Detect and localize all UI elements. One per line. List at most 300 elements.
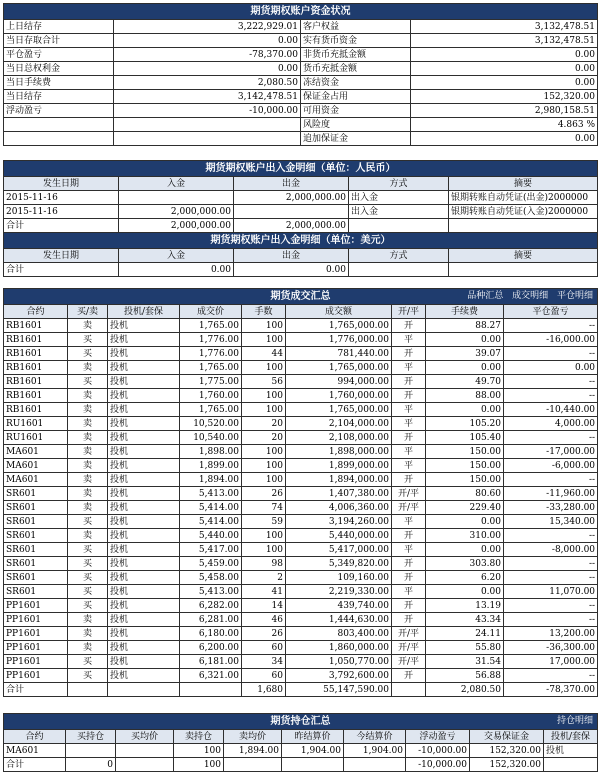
table-cell: 2,000,000.00 [234, 191, 349, 205]
table-cell: 15,340.00 [504, 515, 598, 529]
table-cell: 152,320.00 [470, 744, 544, 758]
column-header: 成交价 [180, 305, 242, 319]
table-row [4, 744, 598, 758]
table-cell: 买 [68, 599, 108, 613]
table-row [4, 627, 598, 641]
total-cell: 152,320.00 [470, 758, 544, 772]
table-cell: 买 [68, 347, 108, 361]
table-cell [349, 219, 449, 233]
table-cell: 平 [392, 417, 426, 431]
column-header: 摘要 [449, 249, 598, 263]
table-cell: 88.27 [426, 319, 504, 333]
table-cell: 60 [242, 641, 286, 655]
table-cell: -- [504, 571, 598, 585]
account-summary-title: 期货期权账户资金状况 [4, 4, 598, 20]
table-cell: 5,458.00 [180, 571, 242, 585]
table-cell: 1,894.00 [180, 473, 242, 487]
table-cell [66, 744, 116, 758]
table-cell: 投机 [108, 473, 180, 487]
table-cell: 买 [68, 375, 108, 389]
table-cell: 2015-11-16 [4, 205, 119, 219]
table-cell: -- [504, 557, 598, 571]
column-header: 今结算价 [344, 730, 406, 744]
table-row [4, 333, 598, 347]
table-row [4, 361, 598, 375]
column-header: 投机/套保 [108, 305, 180, 319]
table-cell: 150.00 [426, 459, 504, 473]
column-header: 卖持仓 [174, 730, 224, 744]
table-row [4, 557, 598, 571]
table-cell: 10,520.00 [180, 417, 242, 431]
table-row [4, 599, 598, 613]
table-cell: 开 [392, 347, 426, 361]
table-cell: PP1601 [4, 599, 68, 613]
table-cell: 74 [242, 501, 286, 515]
table-cell: 5,440,000.00 [286, 529, 392, 543]
table-cell: 6,200.00 [180, 641, 242, 655]
table-cell: 1,898.00 [180, 445, 242, 459]
account-label: 上日结存 [4, 20, 114, 34]
table-cell: 55.80 [426, 641, 504, 655]
trades-total-row [4, 683, 598, 697]
table-cell: RB1601 [4, 333, 68, 347]
table-cell: 买 [68, 571, 108, 585]
account-value: 152,320.00 [411, 90, 598, 104]
positions-header-row [4, 730, 598, 744]
table-cell: 1,407,380.00 [286, 487, 392, 501]
table-row [4, 263, 598, 277]
table-cell: 105.20 [426, 417, 504, 431]
total-cell [116, 758, 174, 772]
column-header: 买/卖 [68, 305, 108, 319]
table-cell: 买 [68, 669, 108, 683]
table-cell: 平 [392, 445, 426, 459]
total-cell [224, 758, 282, 772]
account-value: 0.00 [411, 62, 598, 76]
account-label: 浮动盈亏 [4, 104, 114, 118]
table-cell: 开 [392, 557, 426, 571]
table-cell: 开 [392, 473, 426, 487]
table-cell: 开 [392, 375, 426, 389]
table-cell: 24.11 [426, 627, 504, 641]
table-cell [234, 205, 349, 219]
table-cell: 1,760,000.00 [286, 389, 392, 403]
table-cell: 1,760.00 [180, 389, 242, 403]
table-cell [349, 263, 449, 277]
account-row [4, 90, 598, 104]
table-cell: -33,280.00 [504, 501, 598, 515]
table-cell: 买 [68, 655, 108, 669]
table-cell: 59 [242, 515, 286, 529]
table-cell: 投机 [108, 403, 180, 417]
trades-links [461, 289, 593, 303]
table-cell: 10,540.00 [180, 431, 242, 445]
table-cell: 5,413.00 [180, 487, 242, 501]
table-cell: 卖 [68, 459, 108, 473]
table-cell: 投机 [108, 347, 180, 361]
table-cell: 2,219,330.00 [286, 585, 392, 599]
account-label: 冻结资金 [301, 76, 411, 90]
total-cell: -78,370.00 [504, 683, 598, 697]
table-cell: 开 [392, 599, 426, 613]
table-cell: 投机 [108, 375, 180, 389]
table-cell: 银期转账自动凭证(出金)2000000 [449, 191, 598, 205]
column-header: 合约 [4, 305, 68, 319]
table-cell: 平 [392, 543, 426, 557]
table-cell: PP1601 [4, 627, 68, 641]
table-cell: 1,904.00 [344, 744, 406, 758]
column-header: 方式 [349, 177, 449, 191]
table-cell: 2,108,000.00 [286, 431, 392, 445]
table-cell: 5,417,000.00 [286, 543, 392, 557]
account-row [4, 132, 598, 146]
usd-transfer-title: 期货期权账户出入金明细（单位：美元） [4, 233, 598, 249]
table-cell: 100 [242, 459, 286, 473]
table-row [4, 445, 598, 459]
positions-section [3, 713, 597, 772]
account-label: 货币充抵金额 [301, 62, 411, 76]
account-value: 3,132,478.51 [411, 34, 598, 48]
trades-section [3, 288, 597, 697]
column-header: 方式 [349, 249, 449, 263]
table-cell: -- [504, 319, 598, 333]
table-cell: 109,160.00 [286, 571, 392, 585]
usd-header-row [4, 249, 598, 263]
table-row [4, 389, 598, 403]
table-cell: 卖 [68, 403, 108, 417]
table-cell: -- [504, 599, 598, 613]
table-cell: 5,414.00 [180, 501, 242, 515]
table-cell: 98 [242, 557, 286, 571]
link-position-details[interactable]: 持仓明细 [556, 716, 593, 726]
table-cell: -- [504, 613, 598, 627]
column-header: 开/平 [392, 305, 426, 319]
account-label: 当日手续费 [4, 76, 114, 90]
link-variety-summary[interactable]: 品种汇总 [467, 291, 504, 301]
positions-total-row [4, 758, 598, 772]
table-cell [116, 744, 174, 758]
table-cell: 5,414.00 [180, 515, 242, 529]
table-row [4, 613, 598, 627]
total-cell [392, 683, 426, 697]
account-label: 可用资金 [301, 104, 411, 118]
table-cell: 100 [174, 744, 224, 758]
rmb-transfer-title: 期货期权账户出入金明细（单位：人民币） [4, 161, 598, 177]
table-cell: 买 [68, 585, 108, 599]
account-label: 当日存取合计 [4, 34, 114, 48]
table-cell: 1,765,000.00 [286, 403, 392, 417]
account-label: 当日总权利金 [4, 62, 114, 76]
table-cell: 投机 [108, 669, 180, 683]
table-cell: 17,000.00 [504, 655, 598, 669]
account-label: 非货币充抵金额 [301, 48, 411, 62]
table-cell: 平 [392, 515, 426, 529]
table-cell: 39.07 [426, 347, 504, 361]
table-cell: PP1601 [4, 655, 68, 669]
positions-links [551, 714, 593, 728]
column-header: 发生日期 [4, 177, 119, 191]
table-cell: 平 [392, 403, 426, 417]
table-cell: 20 [242, 417, 286, 431]
table-cell: 出入金 [349, 191, 449, 205]
table-cell: 投机 [108, 529, 180, 543]
table-cell: -- [504, 347, 598, 361]
table-cell: 卖 [68, 417, 108, 431]
account-value: 0.00 [411, 48, 598, 62]
positions-table [3, 713, 598, 772]
account-row [4, 20, 598, 34]
table-cell: 439,740.00 [286, 599, 392, 613]
table-cell: 合计 [4, 219, 119, 233]
table-cell: 投机 [108, 319, 180, 333]
table-row [4, 655, 598, 669]
table-cell: 卖 [68, 389, 108, 403]
account-row [4, 104, 598, 118]
table-cell: 0.00 [504, 361, 598, 375]
account-value: 3,222,929.01 [114, 20, 301, 34]
table-cell: 44 [242, 347, 286, 361]
table-cell: 3,792,600.00 [286, 669, 392, 683]
positions-title-text: 期货持仓汇总 [270, 715, 331, 727]
table-cell: 出入金 [349, 205, 449, 219]
table-cell: 投机 [108, 585, 180, 599]
table-cell: 卖 [68, 501, 108, 515]
table-cell: 开 [392, 571, 426, 585]
table-cell: -10,440.00 [504, 403, 598, 417]
table-cell: 310.00 [426, 529, 504, 543]
table-cell: 2,000,000.00 [119, 219, 234, 233]
column-header: 手数 [242, 305, 286, 319]
table-cell: 买 [68, 543, 108, 557]
total-cell: 100 [174, 758, 224, 772]
account-value: 0.00 [411, 76, 598, 90]
table-cell: 1,775.00 [180, 375, 242, 389]
table-cell: 150.00 [426, 445, 504, 459]
column-header: 交易保证金 [470, 730, 544, 744]
table-cell: 投机 [108, 459, 180, 473]
table-cell: 平 [392, 585, 426, 599]
account-label: 平仓盈亏 [4, 48, 114, 62]
total-cell: -10,000.00 [406, 758, 470, 772]
table-cell: 5,413.00 [180, 585, 242, 599]
table-cell: 0.00 [426, 515, 504, 529]
table-cell: 买 [68, 557, 108, 571]
table-cell: 卖 [68, 613, 108, 627]
table-row [4, 205, 598, 219]
trades-table [3, 288, 598, 697]
column-header: 出金 [234, 249, 349, 263]
table-cell: 卖 [68, 431, 108, 445]
table-cell: 6,321.00 [180, 669, 242, 683]
table-cell: 1,776.00 [180, 347, 242, 361]
table-cell: 1,894.00 [224, 744, 282, 758]
table-cell: 46 [242, 613, 286, 627]
table-cell: MA601 [4, 473, 68, 487]
table-cell: 投机 [108, 333, 180, 347]
table-cell: 开/平 [392, 627, 426, 641]
table-row [4, 319, 598, 333]
table-cell: -- [504, 431, 598, 445]
table-cell: 100 [242, 445, 286, 459]
table-cell: 1,899,000.00 [286, 459, 392, 473]
table-row [4, 515, 598, 529]
account-value [114, 132, 301, 146]
table-cell: 投机 [108, 389, 180, 403]
table-cell: 投机 [108, 445, 180, 459]
table-row [4, 219, 598, 233]
total-cell [344, 758, 406, 772]
total-cell [282, 758, 344, 772]
column-header: 平仓盈亏 [504, 305, 598, 319]
rmb-header-row [4, 177, 598, 191]
total-cell [68, 683, 108, 697]
table-cell: 投机 [108, 361, 180, 375]
table-cell: 1,860,000.00 [286, 641, 392, 655]
account-value: 0.00 [114, 34, 301, 48]
table-cell: 投机 [108, 641, 180, 655]
column-header: 发生日期 [4, 249, 119, 263]
table-cell: 卖 [68, 529, 108, 543]
table-cell: 3,194,260.00 [286, 515, 392, 529]
table-cell: PP1601 [4, 641, 68, 655]
table-cell: 11,070.00 [504, 585, 598, 599]
table-cell: 卖 [68, 627, 108, 641]
column-header: 买持仓 [66, 730, 116, 744]
total-cell: 合计 [4, 758, 66, 772]
table-cell: 1,904.00 [282, 744, 344, 758]
table-cell: 43.34 [426, 613, 504, 627]
table-cell: 投机 [108, 501, 180, 515]
table-cell: MA601 [4, 744, 66, 758]
table-cell: 开 [392, 431, 426, 445]
table-row [4, 529, 598, 543]
table-cell: 1,765.00 [180, 361, 242, 375]
table-cell: -11,960.00 [504, 487, 598, 501]
table-cell: 买 [68, 515, 108, 529]
table-cell: 2 [242, 571, 286, 585]
table-cell: 1,898,000.00 [286, 445, 392, 459]
table-cell: 20 [242, 431, 286, 445]
positions-title [4, 714, 598, 730]
column-header: 买均价 [116, 730, 174, 744]
total-cell: 2,080.50 [426, 683, 504, 697]
column-header: 成交额 [286, 305, 392, 319]
table-cell: 60 [242, 669, 286, 683]
table-row [4, 641, 598, 655]
table-row [4, 375, 598, 389]
table-cell: 100 [242, 473, 286, 487]
table-cell: 34 [242, 655, 286, 669]
account-label: 当日结存 [4, 90, 114, 104]
table-cell: 6.20 [426, 571, 504, 585]
table-cell: 26 [242, 627, 286, 641]
table-cell: 买 [68, 333, 108, 347]
account-value: 0.00 [411, 132, 598, 146]
table-cell: 0.00 [426, 361, 504, 375]
table-cell: -- [504, 375, 598, 389]
account-value [114, 118, 301, 132]
column-header: 摘要 [449, 177, 598, 191]
table-cell: 投机 [108, 431, 180, 445]
table-cell [449, 219, 598, 233]
table-cell: 5,417.00 [180, 543, 242, 557]
table-cell: 1,765.00 [180, 319, 242, 333]
column-header: 浮动盈亏 [406, 730, 470, 744]
link-trade-details[interactable]: 成交明细 [512, 291, 549, 301]
table-cell: 0.00 [426, 543, 504, 557]
column-header: 手续费 [426, 305, 504, 319]
column-header: 昨结算价 [282, 730, 344, 744]
table-cell: 1,050,770.00 [286, 655, 392, 669]
table-cell: 80.60 [426, 487, 504, 501]
account-label [4, 118, 114, 132]
table-cell: SR601 [4, 543, 68, 557]
table-cell: 投机 [108, 557, 180, 571]
account-summary-table [3, 3, 598, 146]
table-cell: 100 [242, 403, 286, 417]
account-label: 风险度 [301, 118, 411, 132]
account-label: 保证金占用 [301, 90, 411, 104]
table-cell: -10,000.00 [406, 744, 470, 758]
table-cell: 合计 [4, 263, 119, 277]
table-cell: 100 [242, 333, 286, 347]
table-cell: 13,200.00 [504, 627, 598, 641]
table-cell: SR601 [4, 487, 68, 501]
table-cell: 开/平 [392, 655, 426, 669]
table-cell: SR601 [4, 501, 68, 515]
table-cell: MA601 [4, 459, 68, 473]
table-cell: 2,000,000.00 [234, 219, 349, 233]
total-cell: 1,680 [242, 683, 286, 697]
table-cell: MA601 [4, 445, 68, 459]
column-header: 合约 [4, 730, 66, 744]
table-cell: 0.00 [426, 403, 504, 417]
table-cell: 2,000,000.00 [119, 205, 234, 219]
account-value: -78,370.00 [114, 48, 301, 62]
table-cell: -16,000.00 [504, 333, 598, 347]
table-cell: 1,765,000.00 [286, 319, 392, 333]
table-cell: 2015-11-16 [4, 191, 119, 205]
table-cell: PP1601 [4, 669, 68, 683]
table-cell: RB1601 [4, 375, 68, 389]
table-cell: SR601 [4, 529, 68, 543]
total-cell: 0 [66, 758, 116, 772]
account-label: 追加保证金 [301, 132, 411, 146]
table-row [4, 487, 598, 501]
table-row [4, 431, 598, 445]
link-close-details[interactable]: 平仓明细 [557, 291, 594, 301]
account-value: 3,142,478.51 [114, 90, 301, 104]
column-header: 出金 [234, 177, 349, 191]
table-cell: 100 [242, 529, 286, 543]
table-cell: 14 [242, 599, 286, 613]
table-cell: 1,776,000.00 [286, 333, 392, 347]
table-cell: -6,000.00 [504, 459, 598, 473]
table-cell: PP1601 [4, 613, 68, 627]
table-cell: -8,000.00 [504, 543, 598, 557]
table-cell: 开/平 [392, 487, 426, 501]
table-cell: 1,899.00 [180, 459, 242, 473]
column-header: 入金 [119, 249, 234, 263]
table-cell: 卖 [68, 473, 108, 487]
table-cell: 56.88 [426, 669, 504, 683]
total-cell [180, 683, 242, 697]
table-cell: 100 [242, 389, 286, 403]
account-row [4, 76, 598, 90]
table-cell: 13.19 [426, 599, 504, 613]
account-value: 2,980,158.51 [411, 104, 598, 118]
table-cell: 投机 [108, 543, 180, 557]
